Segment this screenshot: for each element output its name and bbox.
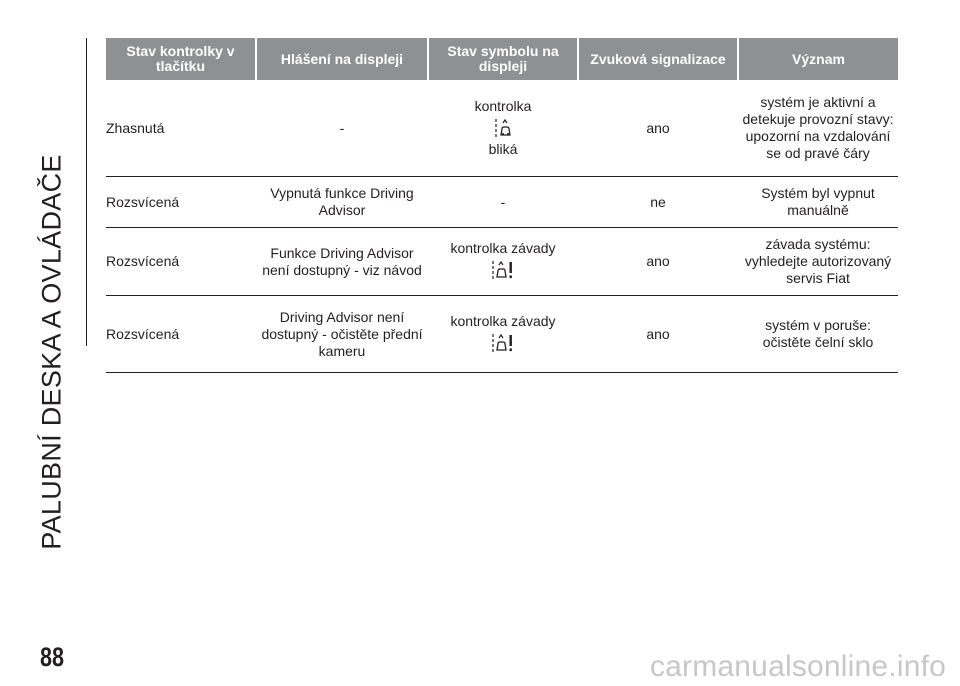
cell-sound: ne <box>578 177 738 228</box>
cell-state: Zhasnutá <box>106 80 256 177</box>
page-number: 88 <box>40 642 65 672</box>
cell-meaning: Systém byl vypnut manuálně <box>738 177 898 228</box>
cell-symbol <box>428 296 578 373</box>
lane-departure-fault-icon <box>492 260 514 280</box>
cell-meaning: systém je aktivní a detekuje provozní stavy: upozorní na vzdalování se od pravé čáry <box>738 80 898 177</box>
cell-meaning: systém v poruše: očistěte čelní sklo <box>738 296 898 373</box>
header-meaning: Význam <box>738 38 898 80</box>
header-display-symbol-state: Stav symbolu na displeji <box>428 38 578 80</box>
warning-light-table <box>106 38 898 373</box>
table-row <box>106 80 898 177</box>
cell-symbol <box>428 80 578 177</box>
cell-sound: ano <box>578 296 738 373</box>
symbol-label: kontrolka <box>474 98 532 114</box>
watermark: carmanualsonline.info <box>649 650 946 683</box>
table-header-row <box>106 38 898 80</box>
cell-message: Vypnutá funkce Driving Advisor <box>256 177 428 228</box>
side-chapter-title-text: PALUBNÍ DESKA A OVLÁDAČE <box>36 154 67 550</box>
cell-message: - <box>256 80 428 177</box>
cell-sound: ano <box>578 228 738 296</box>
lane-departure-fault-icon <box>492 333 514 353</box>
header-display-message: Hlášení na displeji <box>256 38 428 80</box>
cell-message: Funkce Driving Advisor není dostupný - viz návod <box>256 228 428 296</box>
header-acoustic-signal: Zvuková signalizace <box>578 38 738 80</box>
symbol-label: kontrolka závady <box>450 312 556 329</box>
lane-departure-icon <box>495 118 511 138</box>
side-rule <box>86 38 87 346</box>
symbol-blink-label: bliká <box>488 141 518 157</box>
table-row <box>106 177 898 228</box>
cell-sound: ano <box>578 80 738 177</box>
table-row <box>106 228 898 296</box>
cell-meaning: závada systému: vyhledejte autorizovaný servis Fiat <box>738 228 898 296</box>
cell-state: Rozsvícená <box>106 296 256 373</box>
cell-symbol: - <box>428 177 578 228</box>
cell-message: Driving Advisor není dostupný - očistěte přední kameru <box>256 296 428 373</box>
cell-symbol <box>428 228 578 296</box>
symbol-label: kontrolka závady <box>450 240 556 256</box>
cell-state: Rozsvícená <box>106 177 256 228</box>
cell-state: Rozsvícená <box>106 228 256 296</box>
table-row <box>106 296 898 373</box>
header-button-light-state: Stav kontrolky v tlačítku <box>106 38 256 80</box>
